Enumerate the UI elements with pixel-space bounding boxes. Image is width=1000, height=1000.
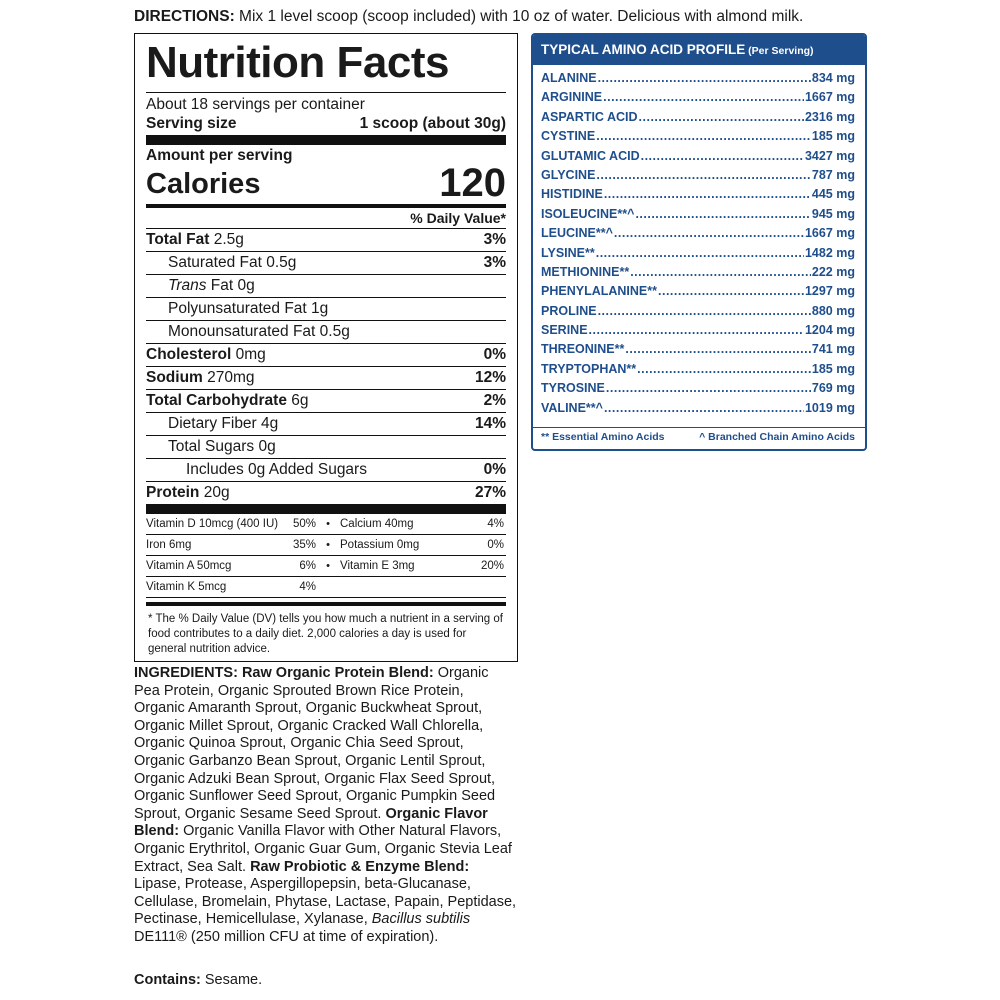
amino-row	[541, 71, 855, 90]
essential-footnote: ** Essential Amino Acids	[541, 431, 665, 444]
amino-row	[541, 342, 855, 361]
divider	[146, 92, 506, 93]
nutrient-dv: 3%	[483, 231, 506, 248]
amino-value: 185 mg	[811, 361, 855, 376]
amino-name: ALANINE	[541, 71, 597, 85]
directions-text: Mix 1 level scoop (scoop included) with 10 oz of water. Delicious with almond milk.	[234, 8, 804, 25]
amino-value: 787 mg	[811, 167, 855, 182]
nutrient-label: Saturated Fat	[168, 254, 262, 271]
allergen-statement	[134, 971, 262, 989]
ingredients-text: Organic Pea Protein, Organic Sprouted Brown Rice Protein, Organic Amaranth Sprout, Organic Buckwheat Sprout, Organic Millet Sprout, Organic Cracked Wall Chlorella, Organic Quinoa Sprout, Organic Chia Seed Sprout, Organic Garbanzo Bean Sprout, Organic Lentil Sprout, Organic Adzuki Bean Sprout, Organic Flax Seed Sprout, Organic Sunflower Seed Sprout, Organic Pumpkin Seed Sprout, Organic Sesame Seed Sprout.	[134, 665, 496, 822]
daily-value-header: % Daily Value*	[146, 208, 506, 229]
amino-name: LYSINE**	[541, 245, 595, 260]
nutrition-title: Nutrition Facts	[146, 38, 449, 87]
nutrient-dv: 14%	[474, 415, 506, 432]
amino-row	[541, 129, 855, 148]
amino-name: GLYCINE	[541, 167, 596, 182]
contains-value: Sesame.	[200, 972, 263, 988]
contains-label: Contains:	[134, 972, 201, 988]
nutrient-dv: 2%	[483, 392, 506, 409]
amino-value: 1482 mg	[804, 245, 855, 260]
amino-name: TRYPTOPHAN**	[541, 361, 637, 376]
nutrient-amount: 0.5g	[315, 323, 350, 340]
dot-leader	[639, 110, 804, 124]
nutrient-label: Protein	[146, 484, 200, 501]
servings-per-container: About 18 servings per container	[146, 96, 365, 113]
nutrient-dv: 0%	[483, 461, 506, 478]
amino-value: 1667 mg	[804, 90, 855, 105]
dot-leader	[596, 246, 804, 260]
nutrient-amount: 2.5g	[209, 231, 244, 248]
nutrient-amount: 270mg	[202, 369, 255, 386]
divider	[146, 135, 506, 145]
ingredients-text: Lipase, Protease, Aspergillopepsin, beta-Glucanase, Cellulase, Bromelain, Phytase, Lactase, Papain, Peptidase, Pectinase, Hemicellulase, Xylanase,	[134, 876, 517, 928]
amino-value: 741 mg	[811, 342, 855, 357]
vitamin-name: Calcium 40mg	[340, 518, 414, 530]
species-name: Bacillus subtilis	[371, 911, 471, 928]
amino-value: 945 mg	[811, 206, 855, 221]
vitamin-dv: 6%	[299, 560, 316, 572]
dot-leader	[596, 129, 811, 143]
daily-value-footnote: * The % Daily Value (DV) tells you how much a nutrient in a serving of food contributes to a daily diet. 2,000 calories a day is used for general nutrition advice.	[148, 613, 503, 655]
nutrient-label: Total Fat	[146, 231, 210, 248]
dot-leader	[614, 226, 804, 240]
vitamin-row	[146, 556, 506, 577]
nutrient-label: Cholesterol	[146, 346, 232, 363]
nutrient-label: Includes 0g Added Sugars	[186, 461, 367, 478]
nutrient-amount: 6g	[286, 392, 309, 409]
vitamin-dv: 35%	[292, 539, 316, 551]
amino-row	[541, 246, 855, 265]
nutrient-label: Trans	[168, 277, 207, 294]
amino-acid-panel	[531, 33, 867, 451]
amino-subtitle: (Per Serving)	[745, 45, 814, 57]
vitamin-row	[146, 535, 506, 556]
vitamin-dv: 20%	[480, 560, 504, 572]
ingredients-label: INGREDIENTS:	[134, 665, 238, 681]
dot-leader	[625, 342, 811, 356]
dot-leader	[596, 168, 810, 182]
amino-name: SERINE	[541, 323, 588, 338]
amino-name: THREONINE**	[541, 342, 625, 357]
amino-name: TYROSINE	[541, 381, 605, 396]
vitamins-minerals	[146, 514, 506, 598]
calories-label: Calories	[146, 168, 261, 200]
amino-value: 185 mg	[811, 129, 855, 144]
vitamin-name: Vitamin K 5mcg	[146, 581, 227, 593]
amino-value: 1204 mg	[804, 323, 855, 338]
nutrient-row-total-fat	[146, 229, 506, 252]
amino-name: LEUCINE**^	[541, 226, 613, 241]
nutrient-label: Sodium	[146, 369, 203, 386]
amino-title: TYPICAL AMINO ACID PROFILE	[541, 42, 746, 57]
amino-row	[541, 149, 855, 168]
amount-per-serving: Amount per serving	[146, 147, 293, 164]
amino-footnotes	[533, 428, 865, 443]
amino-value: 1019 mg	[804, 400, 855, 415]
ingredients-text: Organic Vanilla Flavor with Other Natural Flavors, Organic Erythritol, Organic Guar Gum, Organic Stevia Leaf Extract, Sea Salt.	[134, 823, 512, 875]
amino-row	[541, 381, 855, 400]
dot-leader	[598, 71, 811, 85]
nutrient-row-polyunsaturated-fat	[146, 298, 506, 321]
nutrient-amount: 0mg	[231, 346, 266, 363]
dot-leader	[589, 323, 804, 337]
amino-row	[541, 401, 855, 420]
nutrient-amount: 4g	[256, 415, 279, 432]
amino-row	[541, 226, 855, 245]
dot-leader	[637, 362, 811, 376]
divider	[146, 602, 506, 606]
amino-name: ARGININE	[541, 90, 603, 105]
vitamin-dv: 50%	[292, 518, 316, 530]
directions	[134, 6, 994, 28]
nutrient-label: Dietary Fiber	[168, 415, 257, 432]
nutrient-row-total-carbohydrate	[146, 390, 506, 413]
nutrient-dv: 27%	[474, 484, 506, 501]
amino-name: CYSTINE	[541, 129, 596, 144]
amino-row	[541, 265, 855, 284]
nutrient-label: Total Sugars	[168, 438, 255, 455]
bullet-icon: •	[326, 539, 330, 551]
amino-row	[541, 110, 855, 129]
vitamin-row	[146, 514, 506, 535]
amino-name: HISTIDINE	[541, 187, 603, 202]
vitamin-name: Vitamin A 50mcg	[146, 560, 232, 572]
ingredients	[134, 665, 518, 947]
dot-leader	[603, 90, 804, 104]
amino-row	[541, 168, 855, 187]
divider	[146, 504, 506, 514]
vitamin-row	[146, 577, 506, 598]
serving-size-row	[146, 114, 506, 133]
vitamin-name: Vitamin E 3mg	[340, 560, 415, 572]
nutrient-row-cholesterol	[146, 344, 506, 367]
amino-name: GLUTAMIC ACID	[541, 148, 640, 163]
amino-row	[541, 187, 855, 206]
amino-name: METHIONINE**	[541, 264, 630, 279]
amino-name: PHENYLALANINE**	[541, 284, 657, 299]
nutrient-row-monounsaturated-fat	[146, 321, 506, 344]
dot-leader	[630, 265, 811, 279]
directions-label: DIRECTIONS:	[134, 8, 235, 25]
nutrient-row-added-sugars	[146, 459, 506, 482]
nutrient-row-trans-fat	[146, 275, 506, 298]
serving-size-label: Serving size	[146, 115, 237, 132]
blend-name: Raw Probiotic & Enzyme Blend:	[250, 858, 470, 875]
amino-value: 445 mg	[811, 187, 855, 202]
amino-row	[541, 304, 855, 323]
nutrient-dv: 3%	[483, 254, 506, 271]
nutrient-label: Monounsaturated Fat	[168, 323, 316, 340]
nutrient-amount: 20g	[199, 484, 230, 501]
serving-size-value: 1 scoop (about 30g)	[359, 115, 506, 132]
amino-row	[541, 323, 855, 342]
vitamin-name: Potassium 0mg	[340, 539, 420, 551]
amino-value: 1667 mg	[804, 226, 855, 241]
dot-leader	[635, 207, 810, 221]
nutrient-row-protein	[146, 482, 506, 504]
nutrient-amount: 0.5g	[261, 254, 297, 271]
nutrient-amount: Fat 0g	[206, 277, 255, 294]
dot-leader	[598, 304, 811, 318]
amino-list	[533, 65, 865, 420]
vitamin-name: Vitamin D 10mcg (400 IU)	[146, 518, 279, 530]
nutrient-dv: 0%	[483, 346, 506, 363]
dot-leader	[658, 284, 804, 298]
amino-name: ASPARTIC ACID	[541, 109, 638, 124]
amino-row	[541, 207, 855, 226]
nutrient-row-dietary-fiber	[146, 413, 506, 436]
nutrient-row-saturated-fat	[146, 252, 506, 275]
vitamin-dv: 0%	[487, 539, 504, 551]
amino-value: 769 mg	[811, 381, 855, 396]
vitamin-dv: 4%	[299, 581, 316, 593]
amino-value: 880 mg	[811, 303, 855, 318]
nutrient-label: Total Carbohydrate	[146, 392, 287, 409]
dot-leader	[641, 149, 804, 163]
dot-leader	[606, 381, 811, 395]
branched-footnote: ^ Branched Chain Amino Acids	[699, 431, 855, 444]
nutrition-facts-panel	[134, 33, 518, 662]
dot-leader	[604, 187, 811, 201]
amino-name: ISOLEUCINE**^	[541, 206, 635, 221]
nutrient-label: Polyunsaturated Fat	[168, 300, 307, 317]
nutrient-row-total-sugars	[146, 436, 506, 459]
amino-value: 222 mg	[811, 264, 855, 279]
bullet-icon: •	[326, 560, 330, 572]
amino-value: 834 mg	[811, 71, 855, 85]
amino-row	[541, 284, 855, 303]
nutrient-row-sodium	[146, 367, 506, 390]
vitamin-dv: 4%	[487, 518, 504, 530]
nutrient-amount: 1g	[306, 300, 329, 317]
amino-header	[533, 35, 865, 65]
dot-leader	[604, 401, 804, 415]
nutrient-dv: 12%	[474, 369, 506, 386]
amino-row	[541, 362, 855, 381]
blend-name: Organic Flavor Blend:	[134, 805, 488, 840]
amino-value: 1297 mg	[804, 284, 855, 299]
amino-name: PROLINE	[541, 303, 597, 318]
amino-value: 2316 mg	[804, 109, 855, 124]
vitamin-name: Iron 6mg	[146, 539, 192, 551]
blend-name: Raw Organic Protein Blend:	[241, 665, 434, 681]
amino-name: VALINE**^	[541, 400, 603, 415]
ingredients-text: DE111® (250 million CFU at time of expiration).	[134, 928, 439, 945]
amino-value: 3427 mg	[804, 148, 855, 163]
amino-row	[541, 90, 855, 109]
calories-row	[146, 161, 506, 205]
calories-value: 120	[439, 161, 506, 205]
bullet-icon: •	[326, 518, 330, 530]
nutrient-amount: 0g	[254, 438, 276, 455]
